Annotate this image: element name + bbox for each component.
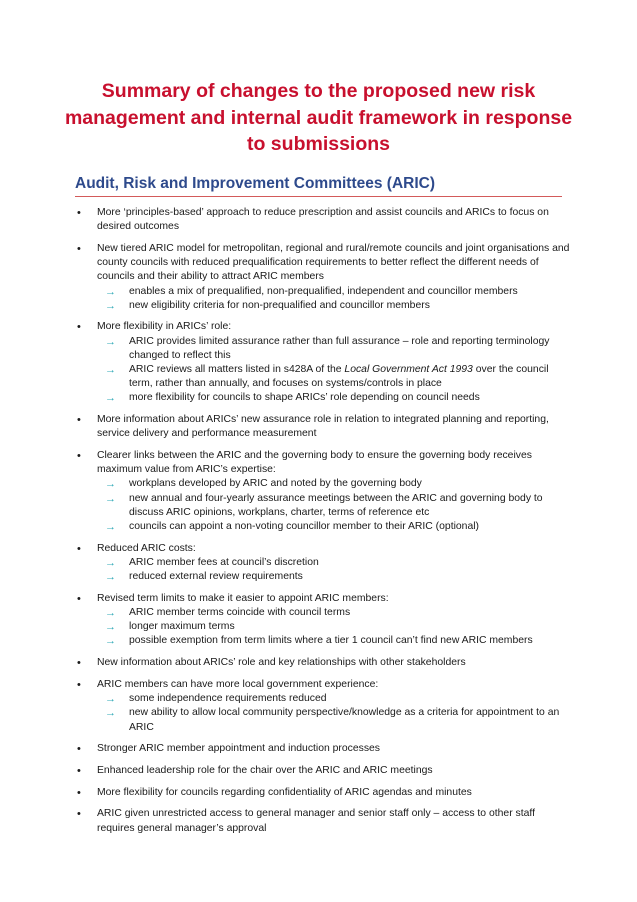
bullet-icon: • bbox=[77, 321, 81, 334]
arrow-icon: → bbox=[105, 335, 116, 348]
sub-item-text: ARIC member fees at council’s discretion bbox=[129, 556, 319, 568]
sub-item-text: ARIC provides limited assurance rather than full assurance – role and reporting terminology changed to reflect this bbox=[129, 335, 550, 361]
sub-list-item bbox=[97, 520, 570, 534]
sub-list-item bbox=[97, 570, 570, 584]
sub-list-item bbox=[97, 335, 570, 363]
sub-list bbox=[97, 477, 570, 534]
arrow-icon: → bbox=[105, 521, 116, 534]
list-item-text: More flexibility in ARICs’ role: bbox=[97, 321, 232, 333]
arrow-icon: → bbox=[105, 392, 116, 405]
sub-item-text: more flexibility for councils to shape ARICs’ role depending on council needs bbox=[129, 392, 480, 404]
bullet-icon: • bbox=[77, 743, 81, 756]
section-heading: Audit, Risk and Improvement Committees (ARIC) bbox=[75, 174, 562, 197]
list-item-text: ARIC given unrestricted access to general manager and senior staff only – access to other staff requires general manager’s approval bbox=[97, 808, 535, 834]
list-item bbox=[75, 764, 570, 778]
bullet-icon: • bbox=[77, 786, 81, 799]
sub-list-item bbox=[97, 606, 570, 620]
list-item bbox=[75, 786, 570, 800]
list-item bbox=[75, 413, 570, 441]
sub-list-item bbox=[97, 299, 570, 313]
bullet-icon: • bbox=[77, 678, 81, 691]
text-before: ARIC reviews all matters listed in s428A of the bbox=[129, 364, 345, 376]
sub-item-text: councils can appoint a non-voting councillor member to their ARIC (optional) bbox=[129, 521, 479, 533]
arrow-icon: → bbox=[105, 478, 116, 491]
arrow-icon: → bbox=[105, 364, 116, 377]
arrow-icon: → bbox=[105, 607, 116, 620]
bullet-icon: • bbox=[77, 764, 81, 777]
list-item-text: Revised term limits to make it easier to appoint ARIC members: bbox=[97, 592, 389, 604]
list-item-text: More information about ARICs’ new assurance role in relation to integrated planning and reporting, service delivery and performance measurement bbox=[97, 414, 549, 440]
list-item-text: More flexibility for councils regarding confidentiality of ARIC agendas and minutes bbox=[97, 786, 472, 798]
list-item bbox=[75, 678, 570, 735]
sub-item-text: new ability to allow local community perspective/knowledge as a criteria for appointment to an ARIC bbox=[129, 707, 560, 733]
list-item bbox=[75, 807, 570, 835]
list-item bbox=[75, 542, 570, 585]
sub-list bbox=[97, 606, 570, 649]
bullet-icon: • bbox=[77, 242, 81, 255]
bullet-icon: • bbox=[77, 592, 81, 605]
bullet-icon: • bbox=[77, 808, 81, 821]
sub-item-text: enables a mix of prequalified, non-prequalified, independent and councillor members bbox=[129, 285, 518, 297]
arrow-icon: → bbox=[105, 621, 116, 634]
arrow-icon: → bbox=[105, 556, 116, 569]
sub-list bbox=[97, 556, 570, 584]
list-item-text: More ‘principles-based’ approach to reduce prescription and assist councils and ARICs to focus on desired outcomes bbox=[97, 207, 549, 233]
list-item bbox=[75, 592, 570, 649]
sub-item-text bbox=[129, 364, 549, 389]
arrow-icon: → bbox=[105, 693, 116, 706]
bullet-icon: • bbox=[77, 414, 81, 427]
changes-list bbox=[75, 206, 570, 843]
sub-list-item bbox=[97, 477, 570, 491]
sub-list-item bbox=[97, 706, 570, 734]
sub-item-text: reduced external review requirements bbox=[129, 571, 303, 583]
list-item-text: Clearer links between the ARIC and the governing body to ensure the governing body receives maximum value from ARIC’s expertise: bbox=[97, 450, 532, 476]
page-title: Summary of changes to the proposed new risk management and internal audit framework in response to submissions bbox=[64, 80, 573, 155]
arrow-icon: → bbox=[105, 492, 116, 505]
sub-list-item bbox=[97, 692, 570, 706]
sub-list bbox=[97, 285, 570, 313]
list-item bbox=[75, 656, 570, 670]
list-item bbox=[75, 242, 570, 313]
act-title: Local Government Act 1993 bbox=[344, 364, 473, 376]
sub-list-item bbox=[97, 492, 570, 520]
sub-list bbox=[97, 692, 570, 735]
sub-list-item bbox=[97, 363, 570, 391]
sub-list-item bbox=[97, 620, 570, 634]
list-item-text: New tiered ARIC model for metropolitan, regional and rural/remote councils and joint organisations and county councils with reduced prequalification requirements to better reflect the different needs of councils and their ability to attract ARIC members bbox=[97, 242, 570, 283]
sub-list-item bbox=[97, 634, 570, 648]
sub-list bbox=[97, 335, 570, 406]
bullet-icon: • bbox=[77, 542, 81, 555]
list-item bbox=[75, 449, 570, 534]
list-item-text: Enhanced leadership role for the chair over the ARIC and ARIC meetings bbox=[97, 764, 433, 776]
arrow-icon: → bbox=[105, 707, 116, 720]
sub-item-text: possible exemption from term limits where a tier 1 council can’t find new ARIC members bbox=[129, 635, 533, 647]
arrow-icon: → bbox=[105, 299, 116, 312]
arrow-icon: → bbox=[105, 571, 116, 584]
sub-item-text: longer maximum terms bbox=[129, 621, 235, 633]
list-item-text: Stronger ARIC member appointment and induction processes bbox=[97, 743, 381, 755]
bullet-icon: • bbox=[77, 657, 81, 670]
sub-list-item bbox=[97, 556, 570, 570]
list-item-text: Reduced ARIC costs: bbox=[97, 542, 196, 554]
list-item-text: New information about ARICs’ role and key relationships with other stakeholders bbox=[97, 657, 466, 669]
list-item bbox=[75, 320, 570, 405]
bullet-icon: • bbox=[77, 450, 81, 463]
arrow-icon: → bbox=[105, 635, 116, 648]
sub-item-text: workplans developed by ARIC and noted by the governing body bbox=[129, 478, 422, 490]
list-item bbox=[75, 206, 570, 234]
list-item-text: ARIC members can have more local government experience: bbox=[97, 678, 379, 690]
sub-list-item bbox=[97, 285, 570, 299]
sub-item-text: ARIC member terms coincide with council terms bbox=[129, 607, 351, 619]
list-item bbox=[75, 742, 570, 756]
sub-item-text: new annual and four-yearly assurance meetings between the ARIC and governing body to discuss ARIC opinions, workplans, charter, terms of reference etc bbox=[129, 492, 543, 518]
text-after: over the council term, rather than annually, and focuses on systems/controls in place bbox=[129, 364, 549, 390]
sub-item-text: some independence requirements reduced bbox=[129, 693, 327, 705]
sub-list-item bbox=[97, 391, 570, 405]
bullet-icon: • bbox=[77, 207, 81, 219]
arrow-icon: → bbox=[105, 285, 116, 298]
sub-item-text: new eligibility criteria for non-prequalified and councillor members bbox=[129, 299, 430, 311]
